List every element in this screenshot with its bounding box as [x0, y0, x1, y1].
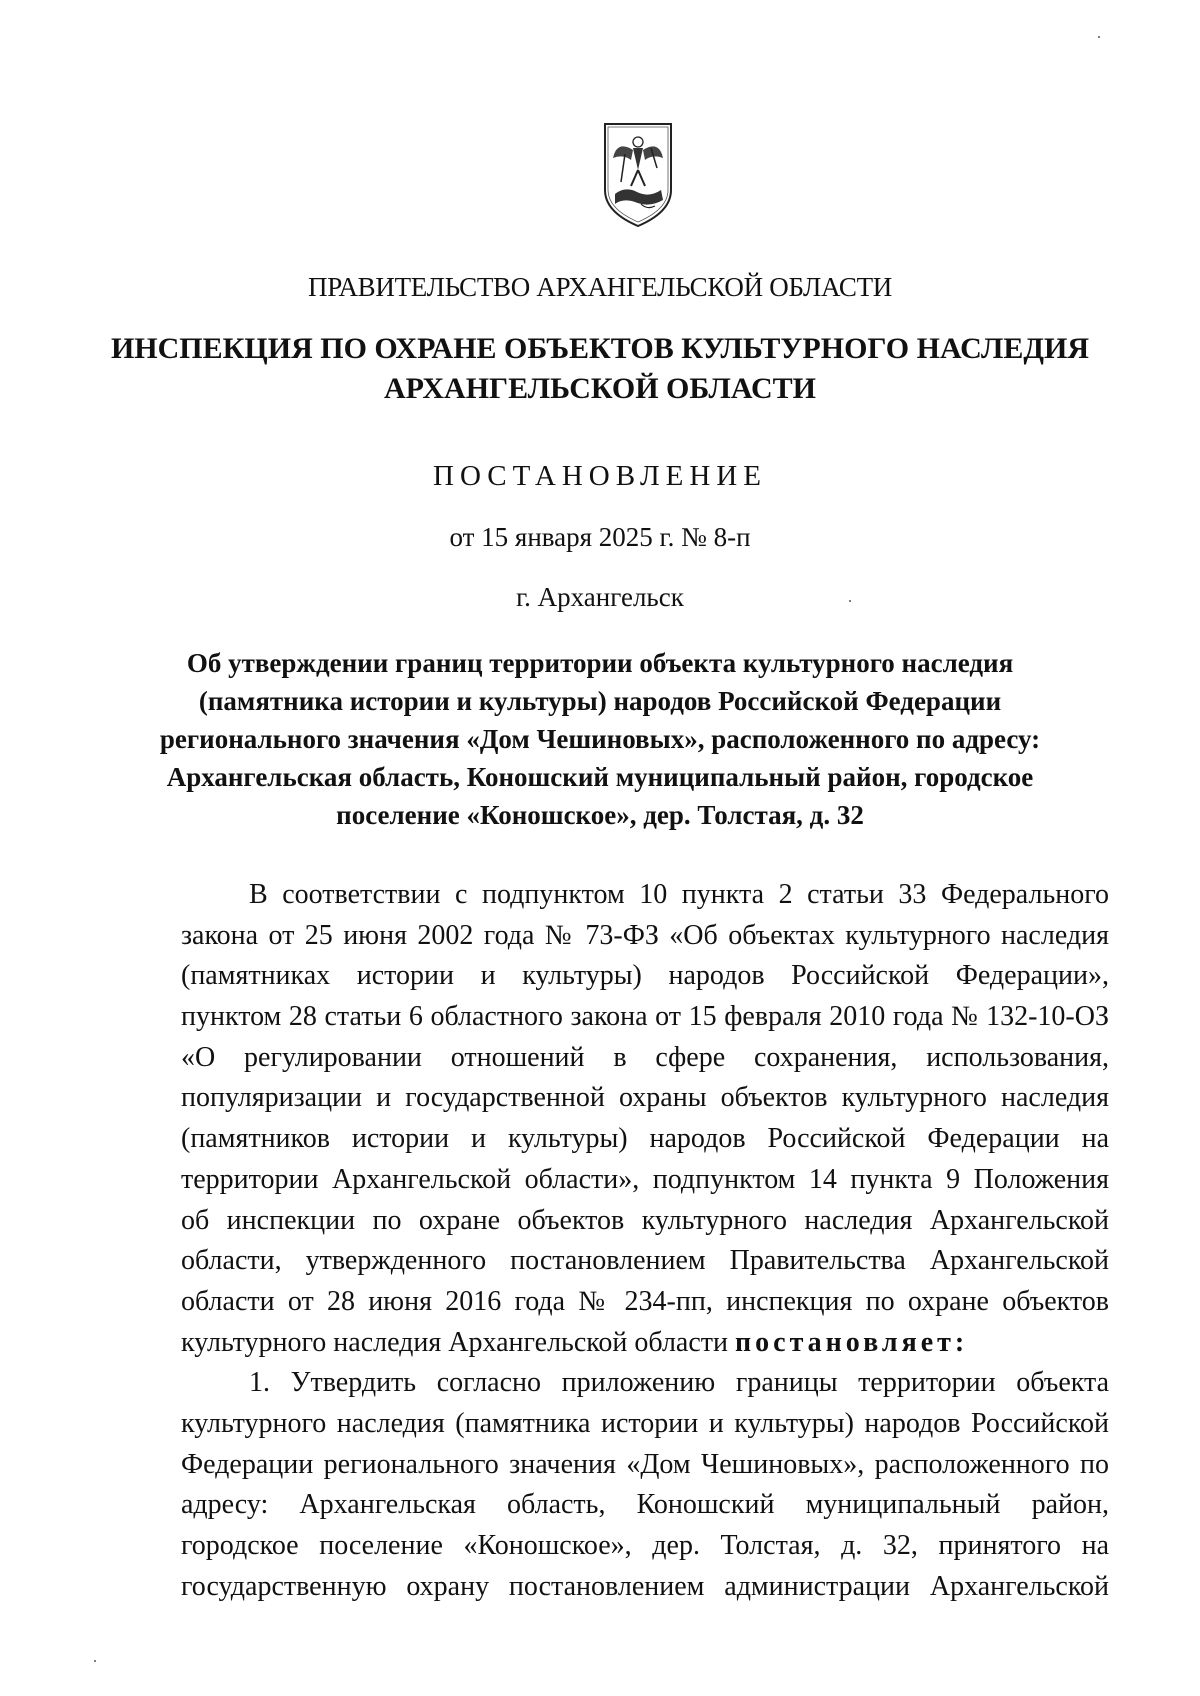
body-line-resolves	[181, 1323, 1109, 1364]
body-line: (памятников истории и культуры) народов Российской Федерации на	[181, 1123, 1109, 1155]
coat-of-arms-icon	[601, 120, 675, 230]
preamble-last-text: культурного наследия Архангельской области	[181, 1326, 729, 1358]
inspection-name	[0, 329, 1200, 409]
body-line: «О регулировании отношений в сфере сохранения, использования,	[181, 1041, 1109, 1073]
item-line: государственную охрану постановлением администрации Архангельской	[181, 1570, 1109, 1602]
body-line: области от 28 июня 2016 года № 234-пп, инспекция по охране объектов	[181, 1285, 1109, 1317]
subject-line: регионального значения «Дом Чешиновых», расположенного по адресу:	[159, 724, 1041, 754]
body-line: территории Архангельской области», подпунктом 14 пункта 9 Положения	[181, 1163, 1109, 1195]
body-line: пунктом 28 статьи 6 областного закона от 15 февраля 2010 года № 132-10-ОЗ	[181, 1001, 1109, 1033]
scan-speck	[94, 1660, 96, 1662]
item-line: 1. Утвердить согласно приложению границы территории объекта	[249, 1367, 1109, 1399]
subject-line: поселение «Коношское», дер. Толстая, д. 32	[336, 800, 864, 830]
subject-line: Архангельская область, Коношский муниципальный район, городское	[166, 762, 1034, 792]
body-line: закона от 25 июня 2002 года № 73-ФЗ «Об объектах культурного наследия	[181, 919, 1109, 951]
body-line: популяризации и государственной охраны объектов культурного наследия	[181, 1082, 1109, 1114]
body-line: об инспекции по охране объектов культурного наследия Архангельской	[181, 1204, 1109, 1236]
body-line: области, утвержденного постановлением Правительства Архангельской	[181, 1245, 1109, 1277]
scan-speck	[1098, 36, 1100, 38]
document-date-number: от 15 января 2025 г. № 8-п	[449, 522, 751, 552]
subject-line: (памятника истории и культуры) народов Российской Федерации	[198, 686, 1002, 716]
item-line: городское поселение «Коношское», дер. Толстая, д. 32, принятого на	[181, 1530, 1109, 1561]
body-line: (памятниках истории и культуры) народов Российской Федерации»,	[181, 960, 1109, 992]
government-name: ПРАВИТЕЛЬСТВО АРХАНГЕЛЬСКОЙ ОБЛАСТИ	[308, 272, 892, 302]
item-line: культурного наследия (памятника истории и культуры) народов Российской	[181, 1407, 1109, 1439]
inspection-name-line-1: ИНСПЕКЦИЯ ПО ОХРАНЕ ОБЪЕКТОВ КУЛЬТУРНОГО НАСЛЕДИЯ	[110, 332, 1090, 365]
document-city: г. Архангельск	[516, 582, 684, 612]
subject-line: Об утверждении границ территории объекта культурного наследия	[186, 648, 1014, 678]
resolves-word: постановляет:	[735, 1326, 969, 1358]
document-title: ПОСТАНОВЛЕНИЕ	[433, 460, 767, 492]
scan-speck	[849, 600, 851, 602]
item-line: адресу: Архангельская область, Коношский муниципальный район,	[181, 1489, 1109, 1521]
document-subject	[0, 644, 1200, 834]
body-line: В соответствии с подпунктом 10 пункта 2 статьи 33 Федерального	[249, 879, 1109, 910]
item-line: Федерации регионального значения «Дом Чешиновых», расположенного по	[181, 1448, 1109, 1480]
document-body	[181, 875, 1109, 1607]
inspection-name-line-2: АРХАНГЕЛЬСКОЙ ОБЛАСТИ	[384, 372, 816, 405]
